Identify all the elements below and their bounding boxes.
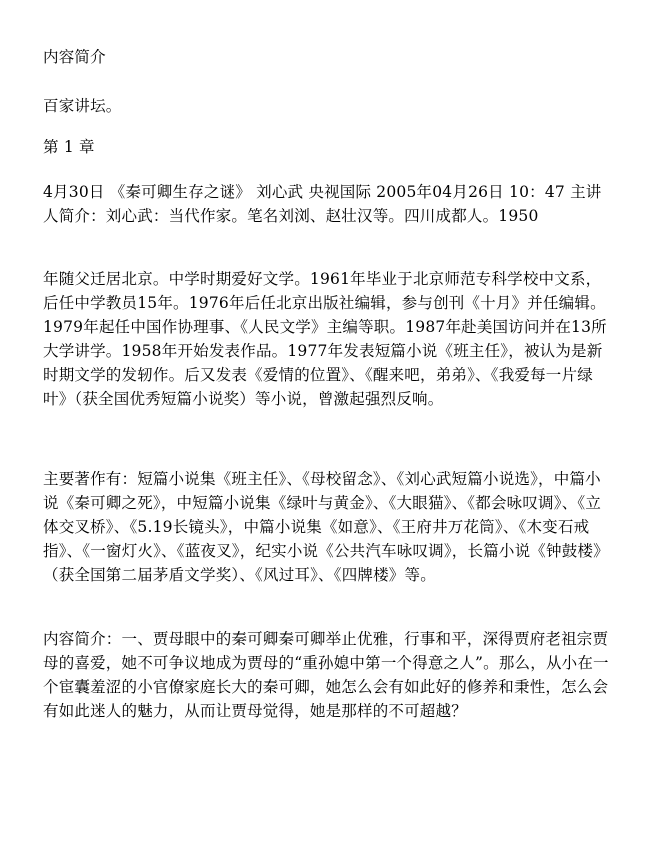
major-works-paragraph: 主要著作有：短篇小说集《班主任》、《母校留念》、《刘心武短篇小说选》，中篇小说《秦可卿之死》，中短篇小说集《绿叶与黄金》、《大眼猫》、《都会咏叹调》、《立体交叉桥》、《5.19长镜头》，中篇小说集《如意》、《王府井万花筒》、《木变石戒指》、《一窗灯火》、《蓝夜叉》，纪实小说《公共汽车咏叹调》，长篇小说《钟鼓楼》（获全国第二届茅盾文学奖）、《风过耳》、《四牌楼》等。 — [43, 470, 609, 584]
author-bio-paragraph: 年随父迁居北京。中学时期爱好文学。1961年毕业于北京师范专科学校中文系，后任中学教员15年。1976年后任北京出版社编辑，参与创刊《十月》并任编辑。1979年起任中国作协理事、《人民文学》主编等职。1987年赴美国访问并在13所大学讲学。1958年开始发表作品。1977年发表短篇小说《班主任》，被认为是新时期文学的发轫作。后又发表《爱情的位置》、《醒来吧，弟弟》、《我爱每一片绿叶》（获全国优秀短篇小说奖）等小说，曾激起强烈反响。 — [43, 270, 607, 408]
lecture-meta-paragraph: 4月30日 《秦可卿生存之谜》 刘心武 央视国际 2005年04月26日 10：47 主讲人简介：刘心武：当代作家。笔名刘浏、赵壮汉等。四川成都人。1950 — [43, 183, 602, 225]
intro-heading: 内容简介 — [43, 48, 106, 66]
series-title: 百家讲坛。 — [43, 97, 122, 115]
chapter-title: 第 1 章 — [43, 138, 95, 156]
content-summary-paragraph: 内容简介：一、贾母眼中的秦可卿秦可卿举止优雅，行事和平，深得贾府老祖宗贾母的喜爱，她不可争议地成为贾母的“重孙媳中第一个得意之人”。那么，从小在一个宦囊羞涩的小官僚家庭长大的秦可卿，她怎么会有如此好的修养和秉性，怎么会有如此迷人的魅力，从而让贾母觉得，她是那样的不可超越？ — [43, 630, 609, 720]
